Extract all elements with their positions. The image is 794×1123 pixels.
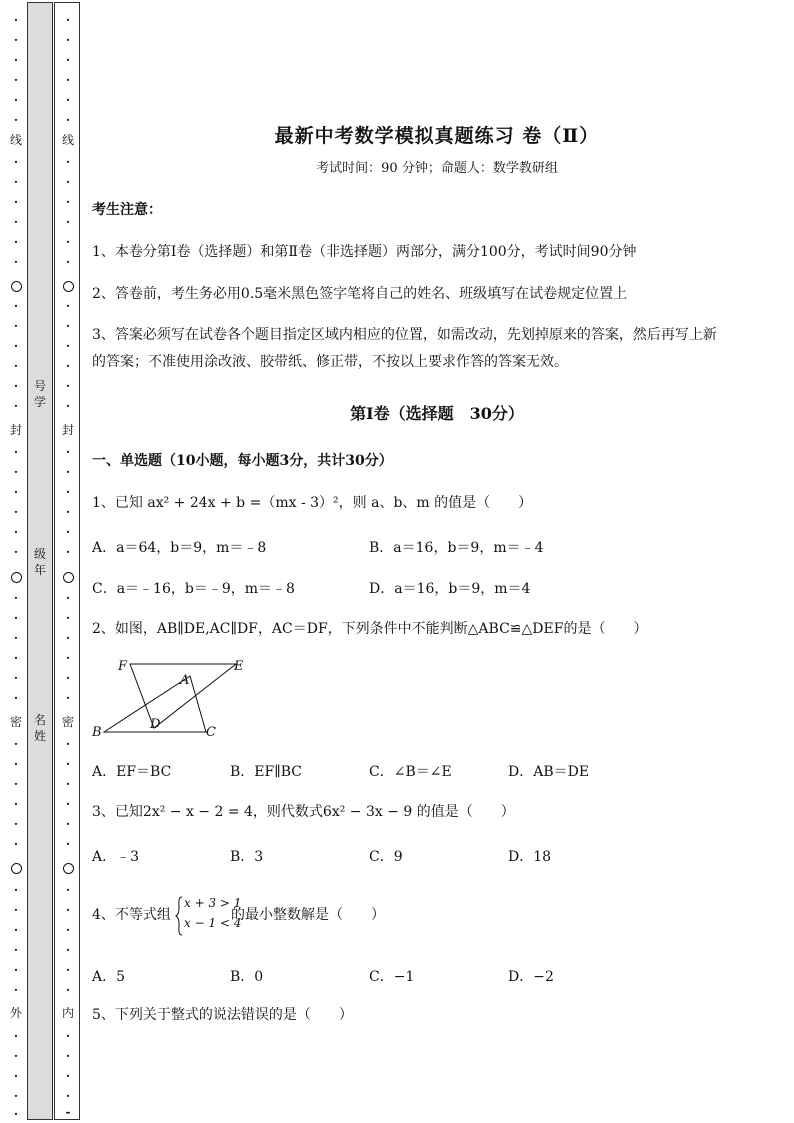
q4-inequality-1: x + 3 > 1 (184, 896, 242, 910)
outer-mark-mi: 密 (9, 715, 22, 729)
q4-option-b: B．0 (230, 969, 264, 985)
q1-option-b: B．a＝16，b＝9，m＝﹣4 (369, 540, 544, 556)
q3-option-b: B．3 (230, 849, 264, 865)
label-e: E (234, 659, 244, 674)
inner-mark-mi: 密 (61, 715, 74, 729)
notice-item: 的答案；不准使用涂改液、胶带纸、修正带，不按以上要求作答的答案无效。 (92, 354, 568, 370)
outer-circle-mark (11, 281, 22, 292)
page-subtitle: 考试时间：90 分钟；命题人：数学教研组 (316, 161, 558, 176)
field-label-name: 名姓 (33, 713, 46, 743)
q1-option-a: A．a＝64，b＝9，m＝﹣8 (92, 540, 267, 556)
q4-option-d: D．−2 (508, 969, 554, 985)
question-4-stem-prefix: 4、不等式组 (92, 907, 171, 923)
question-3-stem: 3、已知2x² − x − 2 = 4，则代数式6x² − 3x − 9 的值是（ ） (92, 804, 515, 820)
outer-mark-feng: 封 (9, 423, 22, 437)
inner-mark-nei: 内 (61, 1006, 74, 1020)
inner-mark-xian: 线 (61, 133, 74, 147)
outer-cut-line: · · · · · · 线 · · · · · · · · · · · · 封 · · · · · · · · · · · · 密 · · · · · · · · · · · · 外 · · · · · (9, 13, 22, 1121)
q1-option-d: D．a＝16，b＝9，m＝4 (369, 581, 531, 597)
q1-option-c: C．a＝﹣16，b＝﹣9，m＝﹣8 (92, 581, 295, 597)
page-title: 最新中考数学模拟真题练习 卷（Ⅱ） (274, 125, 600, 147)
q4-option-a: A．5 (92, 969, 126, 985)
notice-item: 1、本卷分第Ⅰ卷（选择题）和第Ⅱ卷（非选择题）两部分，满分100分，考试时间90分钟 (92, 244, 637, 260)
inner-mark-feng: 封 (61, 423, 74, 437)
inner-circle-mark (63, 281, 74, 292)
label-f: F (118, 659, 128, 674)
q3-option-a: A．﹣3 (92, 849, 140, 865)
field-label-grade: 级年 (33, 547, 46, 577)
field-label-student-id: 号学 (33, 379, 46, 409)
outer-circle-mark (11, 572, 22, 583)
q2-option-c: C．∠B＝∠E (369, 764, 452, 780)
question-1-stem: 1、已知 ax² + 24x + b =（mx - 3）²，则 a、b、m 的值是（ ） (92, 495, 533, 511)
label-a: A (180, 673, 190, 688)
label-d: D (150, 717, 161, 732)
question-2-stem: 2、如图，AB∥DE,AC∥DF，AC＝DF，下列条件中不能判断△ABC≌△DEF的是（ ） (92, 621, 648, 637)
label-c: C (206, 725, 216, 740)
question-4-stem-suffix: 的最小整数解是（ ） (231, 907, 385, 923)
q4-inequality-2: x − 1 < 4 (184, 916, 242, 930)
inner-circle-mark (63, 572, 74, 583)
brace-icon (175, 896, 183, 936)
q4-option-c: C．−1 (369, 969, 415, 985)
outer-circle-mark (11, 863, 22, 874)
q4-inequality-system (175, 896, 242, 936)
inner-cut-line: · · · · · · 线 · · · · · · · · · · · · 封 · · · · · · · · · · · · 密 · · · · · · · · · · · · 内 · · · · - (61, 13, 74, 1119)
section-title: 第Ⅰ卷（选择题 30分） (350, 404, 524, 423)
outer-mark-wai: 外 (9, 1006, 22, 1020)
notice-heading: 考生注意： (92, 202, 162, 218)
notice-item: 3、答案必须写在试卷各个题目指定区域内相应的位置，如需改动，先划掉原来的答案，然后再写上新 (92, 327, 717, 343)
question-5-stem: 5、下列关于整式的说法错误的是（ ） (92, 1007, 353, 1023)
q2-geometry-figure (88, 652, 258, 744)
q2-option-b: B．EF∥BC (230, 764, 302, 780)
outer-mark-xian: 线 (9, 133, 22, 147)
q2-option-d: D．AB＝DE (508, 764, 590, 780)
q3-option-d: D．18 (508, 849, 552, 865)
part-heading: 一、单选题（10小题，每小题3分，共计30分） (92, 453, 393, 469)
label-b: B (92, 725, 102, 740)
q2-option-a: A．EF＝BC (92, 764, 172, 780)
q3-option-c: C．9 (369, 849, 403, 865)
notice-item: 2、答卷前，考生务必用0.5毫米黑色签字笔将自己的姓名、班级填写在试卷规定位置上 (92, 286, 628, 302)
inner-circle-mark (63, 863, 74, 874)
